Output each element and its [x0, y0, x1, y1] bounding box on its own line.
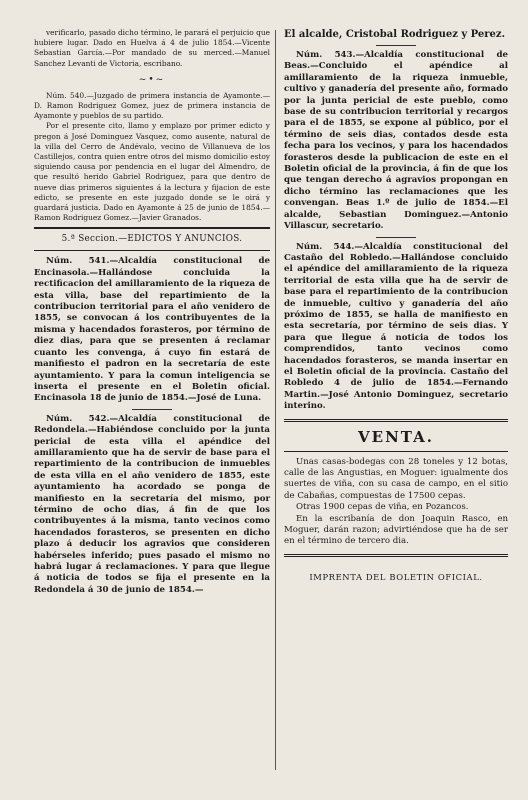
imprenta-footer: IMPRENTA DEL BOLETIN OFICIAL. — [309, 571, 483, 582]
column-divider — [275, 30, 276, 770]
right-column — [284, 28, 508, 583]
venta-rule-bottom — [284, 451, 508, 452]
notice-541: Núm. 541.—Alcaldía constitucional de Encinasola.—Hallándose concluida la rectificacion del amillaramiento de la riqueza de esta villa, base del repartimiento de la contribucion territorial para el año venidero de 1855, se convocan á los contribuyentes de la misma y hacendados forasteros, por término de diez dias, para que se presenten á reclamar cuanto les convenga, á cuyo fin estará de manifiesto el padron en la secretaría de este ayuntamiento. Y para la comun inteligencia se inserta el presente en el Boletin oficial. Encinasola 18 de junio de 1854.—José de Luna. — [34, 256, 270, 404]
notice-543: Núm. 543.—Alcaldía constitucional de Beas.—Concluido el apéndice al amillaramiento de la riqueza inmueble, cultivo y ganadería del presente año, formado por la junta pericial de este pueblo, como base de su contribucion territorial y recargos para el de 1855, se expone al público, por el término de seis dias, contados desde esta fecha para los vecinos, y para los hacendados forasteros desde la publicacion de este en el Boletin oficial de la provincia, á fin de que los que tengan derecho á agravios propongan en dicho término las reclamaciones que les convengan. Beas 1.º de julio de 1854.—El alcalde, Sebastian Dominguez.—Antonio Villascur, secretario. — [284, 50, 508, 232]
notice-544: Núm. 544.—Alcaldía constitucional del Castaño del Robledo.—Hallándose concluido el apéndice del amillaramiento de la riqueza territorial de esta villa que ha de servir de base para el repartimiento de la contribucion de inmueble, cultivo y ganadería del año próximo de 1855, se halla de manifiesto en esta secretaría, por término de seis dias. Y para que llegue á noticia de todos los comprendidos, tanto vecinos como hacendados forasteros, se manda insertar en el Boletin oficial de la provincia. Castaño del Robledo 4 de julio de 1854.—Fernando Martin.—José Antonio Dominguez, secretario interino. — [284, 241, 508, 412]
venta-paragraph-2: Otras 1900 cepas de viña, en Pozancos. — [296, 502, 469, 513]
venta-rule-top — [284, 419, 508, 422]
left-column — [34, 28, 270, 596]
separator-ornament: ~•~ — [138, 74, 166, 85]
venta-paragraph-1: Unas casas-bodegas con 28 toneles y 12 botas, calle de las Angustias, en Moguer: igualmente dos suertes de viña, con su casa de campo, en el sitio de Cabañas, compuestas de 17500 cepas. — [284, 456, 508, 501]
imprenta-rule — [284, 554, 508, 557]
short-divider — [376, 237, 416, 238]
notice-540-body: Por el presente cito, llamo y emplazo por primer edicto y pregon á José Dominguez Vasquez, como ausente, natural de la villa del Cerro de Andévalo, vecino de Villanueva de los Castillejos, contra quien entre otros del mismo domicilio estoy siguiendo causa por pendencia en el lugar del Almendro, de que resultó herido Gabriel Rodriguez, para que dentro de nueve dias primeros siguientes á la lectura y fijacion de este edicto, se presente en este juzgado donde se le oirá y guardará justicia. Dado en Ayamonte á 25 de junio de 1854.—Ramon Rodriguez Gomez.—Javier Granados. — [34, 121, 270, 223]
notice-540-header: Núm. 540.—Juzgado de primera instancia de Ayamonte.—D. Ramon Rodriguez Gomez, juez de primera instancia de Ayamonte y pueblos de su partido. — [34, 90, 270, 121]
library-watermark — [80, 690, 460, 750]
continued-notice: verificarlo, pasado dicho término, le parará el perjuicio que hubiere lugar. Dado en Huelva á 4 de julio 1854.—Vicente Sebastian García.—Por mandado de su merced.—Manuel Sanchez Levanti de Victoria, escribano. — [34, 28, 270, 68]
venta-title: VENTA. — [358, 427, 434, 446]
notice-542: Núm. 542.—Alcaldía constitucional de Redondela.—Habiéndose concluido por la junta pericial de esta villa el apéndice del amillaramiento que ha de servir de base para el repartimiento de la contribucion de inmuebles de esta villa en el año venidero de 1855, este ayuntamiento ha acordado se ponga de manifiesto en la secretaría del mismo, por término de ocho dias, á fin de que los contribuyentes á la misma, tanto vecinos como hacendados forasteros, se presenten en dicho plazo á deducir los agravios que consideren habérseles inferido; pues pasado el mismo no habrá lugar á reclamaciones. Y para que llegue á noticia de todos se fija el presente en la Redondela á 30 de junio de 1854.— — [34, 413, 270, 595]
short-divider — [132, 409, 172, 410]
venta-paragraph-3: En la escribanía de don Joaquin Rasco, en Moguer, darán razon; advirtiéndose que ha de ser en el término de tercero dia. — [284, 513, 508, 547]
section-rule-top — [34, 227, 270, 229]
section-rule-bottom — [34, 250, 270, 251]
signature-line: El alcalde, Cristobal Rodriguez y Perez. — [284, 29, 506, 40]
short-divider — [376, 45, 416, 46]
section-heading: 5.ª Seccion.—EDICTOS Y ANUNCIOS. — [61, 234, 243, 245]
